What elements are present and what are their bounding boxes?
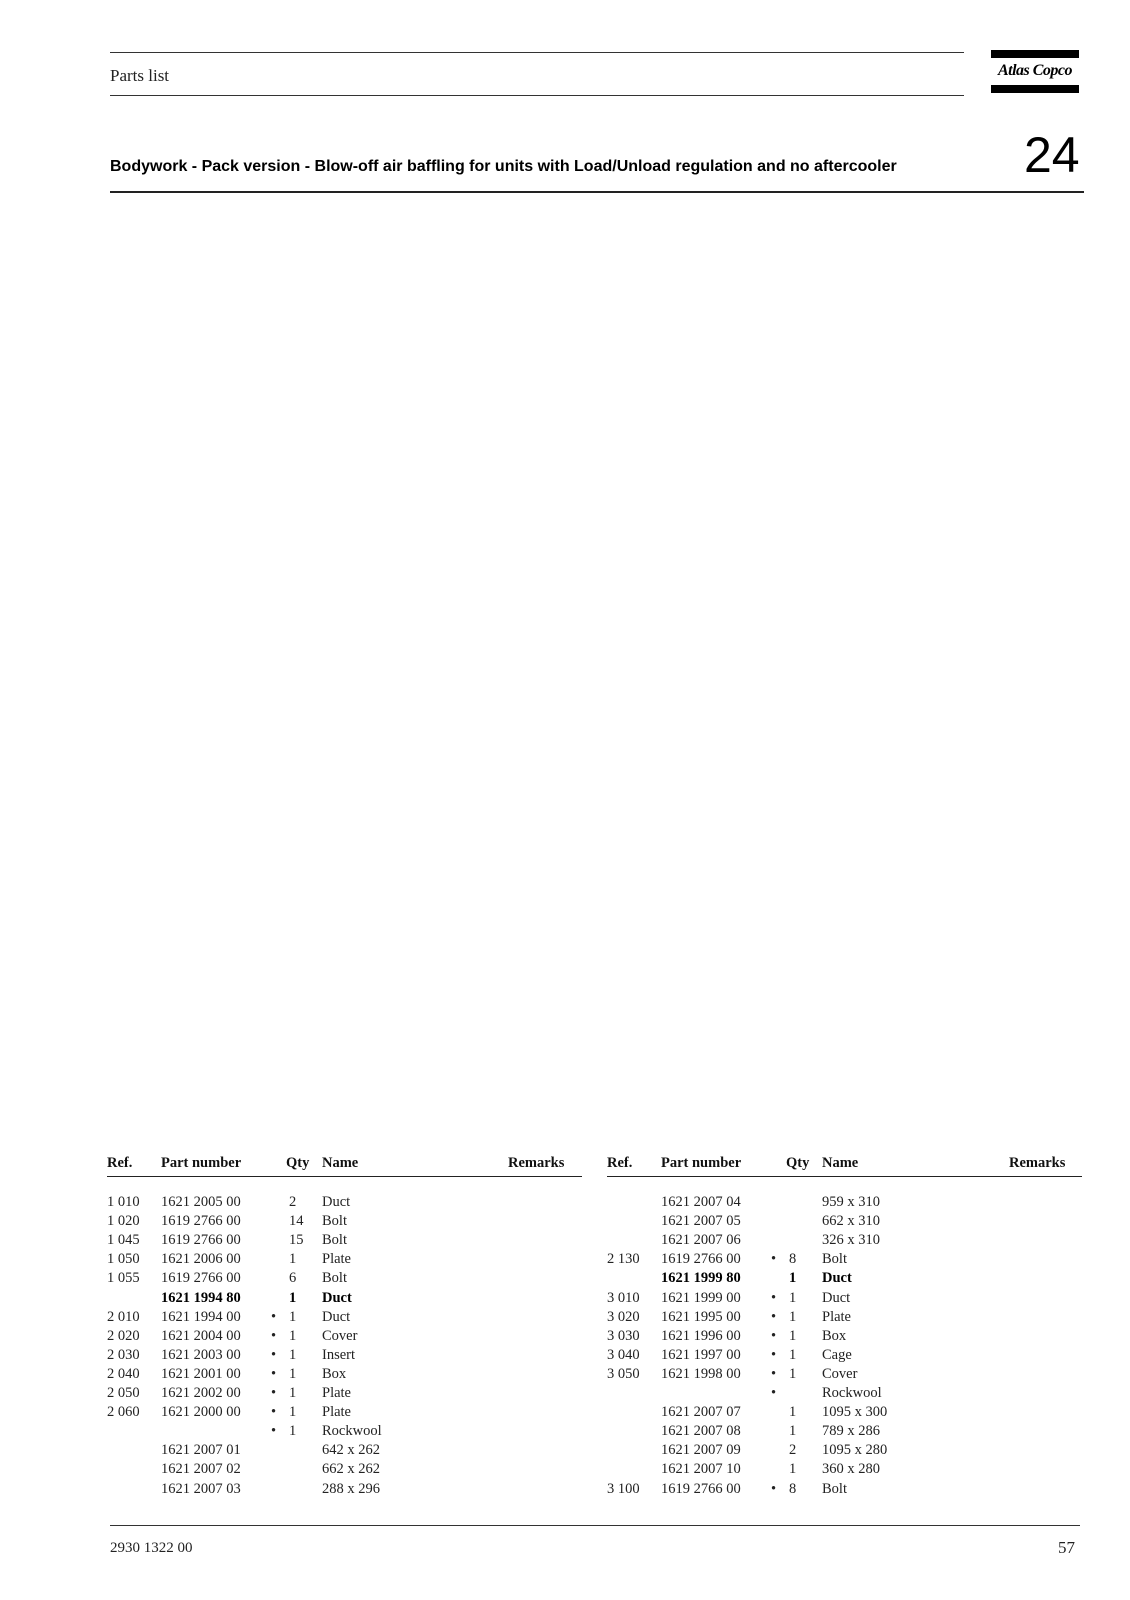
part-number-cell: 1621 2000 00 — [161, 1404, 241, 1421]
bullet-cell: • — [271, 1365, 277, 1382]
qty-cell: 1 — [289, 1385, 297, 1401]
name-cell: Plate — [322, 1385, 351, 1401]
part-number-cell: 1621 2004 00 — [161, 1327, 241, 1344]
part-number-cell: 1621 2007 10 — [661, 1461, 741, 1478]
ref-cell: 2 060 — [107, 1404, 140, 1421]
part-number-cell: 1619 2766 00 — [661, 1251, 741, 1268]
part-number-cell: 1621 1994 00 — [161, 1308, 241, 1325]
bullet-cell: • — [771, 1346, 777, 1363]
name-cell: Plate — [822, 1308, 851, 1325]
qty-cell: 8 — [789, 1251, 797, 1268]
ref-cell: 3 030 — [607, 1327, 640, 1344]
header-label: Parts list — [110, 66, 170, 85]
logo-text: Atlas Copco — [997, 62, 1073, 79]
qty-cell: 1 — [289, 1251, 297, 1268]
ref-cell: 3 100 — [607, 1480, 640, 1497]
part-number-cell: 1621 2002 00 — [161, 1385, 241, 1401]
ref-cell: 2 130 — [607, 1251, 640, 1268]
bullet-cell: • — [771, 1385, 777, 1401]
part-number-cell: 1621 2007 03 — [161, 1480, 241, 1497]
bullet-cell: • — [771, 1289, 777, 1306]
name-cell: Cover — [822, 1365, 858, 1382]
col-header-ref: Ref. — [607, 1155, 633, 1171]
bullet-cell: • — [771, 1480, 777, 1497]
name-cell: Plate — [322, 1251, 351, 1268]
part-number-cell: 1621 2005 00 — [161, 1194, 241, 1210]
document-number: 2930 1322 00 — [110, 1540, 193, 1556]
bullet-cell: • — [771, 1251, 777, 1268]
qty-cell: 1 — [789, 1461, 797, 1478]
bullet-cell: • — [271, 1385, 277, 1401]
part-number-cell: 1619 2766 00 — [661, 1480, 741, 1497]
name-cell: 326 x 310 — [822, 1232, 880, 1249]
part-number-cell: 1621 2007 01 — [161, 1442, 241, 1459]
part-number-cell: 1621 1995 00 — [661, 1308, 741, 1325]
bullet-cell: • — [771, 1308, 777, 1325]
name-cell: Bolt — [322, 1213, 347, 1230]
part-number-cell: 1619 2766 00 — [161, 1270, 241, 1287]
col-header-remarks: Remarks — [1009, 1155, 1066, 1171]
name-cell: 662 x 262 — [322, 1461, 380, 1478]
ref-cell: 1 050 — [107, 1251, 140, 1268]
ref-cell: 2 010 — [107, 1308, 140, 1325]
qty-cell: 1 — [289, 1404, 297, 1421]
name-cell: Cover — [322, 1327, 358, 1344]
qty-cell: 1 — [789, 1404, 797, 1421]
qty-cell: 1 — [289, 1308, 297, 1325]
col-header-name: Name — [322, 1155, 359, 1171]
logo-bar-bottom — [991, 85, 1079, 93]
ref-cell: 1 020 — [107, 1213, 140, 1230]
part-number-cell: 1619 2766 00 — [161, 1232, 241, 1249]
atlas-copco-logo — [991, 50, 1079, 94]
qty-cell: 6 — [289, 1270, 297, 1287]
part-number-cell: 1621 2001 00 — [161, 1365, 241, 1382]
col-header-name: Name — [822, 1155, 859, 1171]
name-cell: Box — [822, 1327, 847, 1344]
name-cell: Bolt — [822, 1480, 847, 1497]
part-number-cell: 1621 1998 00 — [661, 1365, 741, 1382]
qty-cell: 1 — [289, 1289, 297, 1306]
page-number: 57 — [1058, 1538, 1075, 1557]
qty-cell: 15 — [289, 1232, 304, 1249]
col-header-qty: Qty — [286, 1155, 310, 1171]
ref-cell: 1 055 — [107, 1270, 140, 1287]
qty-cell: 1 — [789, 1289, 797, 1306]
qty-cell: 14 — [289, 1213, 304, 1230]
name-cell: Box — [322, 1365, 347, 1382]
bullet-cell: • — [271, 1346, 277, 1363]
ref-cell: 1 010 — [107, 1194, 140, 1210]
part-number-cell: 1621 2007 04 — [661, 1194, 741, 1210]
part-number-cell: 1621 2003 00 — [161, 1346, 241, 1363]
part-number-cell: 1621 2007 06 — [661, 1232, 741, 1249]
part-number-cell: 1621 2007 05 — [661, 1213, 741, 1230]
qty-cell: 2 — [789, 1442, 797, 1459]
name-cell: 1095 x 280 — [822, 1442, 888, 1459]
ref-cell: 2 030 — [107, 1346, 140, 1363]
part-number-cell: 1621 2006 00 — [161, 1251, 241, 1268]
name-cell: Duct — [322, 1308, 351, 1325]
name-cell: 642 x 262 — [322, 1442, 380, 1459]
page-title: Bodywork - Pack version - Blow-off air baffling for units with Load/Unload regulation and no aftercooler — [110, 158, 897, 175]
name-cell: Cage — [822, 1346, 852, 1363]
name-cell: 1095 x 300 — [822, 1404, 888, 1421]
table-header-rule — [107, 1176, 582, 1177]
qty-cell: 1 — [789, 1308, 797, 1325]
part-number-cell: 1621 1994 80 — [161, 1289, 241, 1306]
name-cell: Duct — [322, 1289, 352, 1306]
name-cell: Rockwool — [322, 1423, 382, 1440]
name-cell: 360 x 280 — [822, 1461, 880, 1478]
name-cell: Duct — [822, 1270, 852, 1287]
name-cell: Bolt — [322, 1232, 347, 1249]
qty-cell: 1 — [289, 1327, 297, 1344]
part-number-cell: 1621 1996 00 — [661, 1327, 741, 1344]
ref-cell: 2 040 — [107, 1365, 140, 1382]
qty-cell: 1 — [289, 1423, 297, 1440]
table-header-rule — [607, 1176, 1082, 1177]
name-cell: Bolt — [822, 1251, 847, 1268]
name-cell: 662 x 310 — [822, 1213, 880, 1230]
header-rule-bottom — [110, 95, 964, 96]
qty-cell: 1 — [789, 1423, 797, 1440]
part-number-cell: 1621 2007 08 — [661, 1423, 741, 1440]
ref-cell: 2 020 — [107, 1327, 140, 1344]
qty-cell: 8 — [789, 1480, 797, 1497]
name-cell: 789 x 286 — [822, 1423, 880, 1440]
part-number-cell: 1621 2007 02 — [161, 1461, 241, 1478]
part-number-cell: 1621 2007 09 — [661, 1442, 741, 1459]
qty-cell: 1 — [289, 1346, 297, 1363]
part-number-cell: 1621 1997 00 — [661, 1346, 741, 1363]
ref-cell: 3 050 — [607, 1365, 640, 1382]
bullet-cell: • — [271, 1327, 277, 1344]
col-header-part-number: Part number — [161, 1155, 242, 1171]
part-number-cell: 1621 1999 00 — [661, 1289, 741, 1306]
part-number-cell: 1619 2766 00 — [161, 1213, 241, 1230]
title-rule — [110, 191, 1084, 193]
qty-cell: 2 — [289, 1194, 297, 1210]
ref-cell: 2 050 — [107, 1385, 140, 1401]
name-cell: Duct — [322, 1194, 351, 1210]
footer-rule — [110, 1525, 1080, 1526]
name-cell: 959 x 310 — [822, 1194, 880, 1210]
bullet-cell: • — [271, 1404, 277, 1421]
logo-bar-top — [991, 50, 1079, 58]
bullet-cell: • — [271, 1423, 277, 1440]
name-cell: Insert — [322, 1346, 356, 1363]
col-header-part-number: Part number — [661, 1155, 742, 1171]
ref-cell: 3 020 — [607, 1308, 640, 1325]
bullet-cell: • — [771, 1327, 777, 1344]
name-cell: 288 x 296 — [322, 1480, 380, 1497]
ref-cell: 3 040 — [607, 1346, 640, 1363]
name-cell: Plate — [322, 1404, 351, 1421]
col-header-ref: Ref. — [107, 1155, 133, 1171]
col-header-qty: Qty — [786, 1155, 810, 1171]
qty-cell: 1 — [789, 1327, 797, 1344]
qty-cell: 1 — [789, 1270, 797, 1287]
col-header-remarks: Remarks — [508, 1155, 565, 1171]
ref-cell: 3 010 — [607, 1289, 640, 1306]
header-rule-top — [110, 52, 964, 53]
part-number-cell: 1621 2007 07 — [661, 1404, 741, 1421]
qty-cell: 1 — [789, 1365, 797, 1382]
qty-cell: 1 — [289, 1365, 297, 1382]
bullet-cell: • — [771, 1365, 777, 1382]
part-number-cell: 1621 1999 80 — [661, 1270, 741, 1287]
name-cell: Bolt — [322, 1270, 347, 1287]
name-cell: Duct — [822, 1289, 851, 1306]
name-cell: Rockwool — [822, 1385, 882, 1401]
qty-cell: 1 — [789, 1346, 797, 1363]
ref-cell: 1 045 — [107, 1232, 140, 1249]
chapter-number: 24 — [1024, 127, 1080, 183]
bullet-cell: • — [271, 1308, 277, 1325]
